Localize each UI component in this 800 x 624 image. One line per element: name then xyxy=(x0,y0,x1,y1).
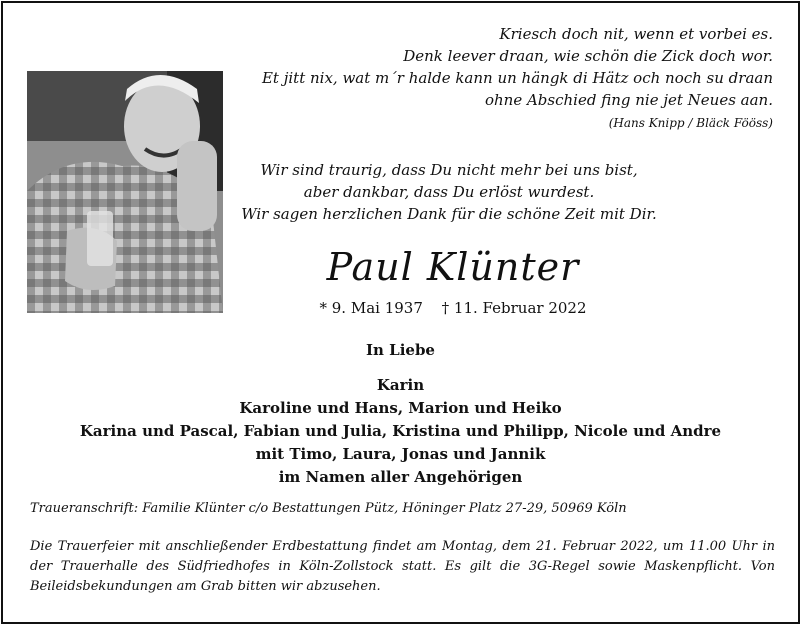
family-line: Karoline und Hans, Marion und Heiko xyxy=(239,399,562,417)
deceased-name: Paul Klünter xyxy=(326,245,580,289)
quote-line: Kriesch doch nit, wenn et vorbei es. xyxy=(499,25,773,43)
condolence-message xyxy=(229,159,669,225)
family-line: Karina und Pascal, Fabian und Julia, Kristina und Philipp, Nicole und Andre xyxy=(79,422,722,440)
portrait-photo-illustration xyxy=(27,71,223,313)
mourning-address: Traueranschrift: Familie Klünter c/o Bestattungen Pütz, Höninger Platz 27-29, 50969 Köln xyxy=(30,501,627,516)
family-line: im Namen aller Angehörigen xyxy=(278,468,523,486)
poem-quote xyxy=(262,23,773,131)
death-date: † 11. Februar 2022 xyxy=(441,299,587,317)
birth-date: * 9. Mai 1937 xyxy=(319,299,423,317)
quote-line: ohne Abschied fing nie jet Neues aan. xyxy=(484,91,773,109)
quote-source: (Hans Knipp / Bläck Fööss) xyxy=(608,116,773,130)
family-line: mit Timo, Laura, Jonas und Jannik xyxy=(255,445,546,463)
quote-line: Et jitt nix, wat m´r halde kann un hängk di Hätz och noch su draan xyxy=(261,69,773,87)
message-line: Wir sind traurig, dass Du nicht mehr bei uns bist, xyxy=(260,161,638,179)
portrait-photo xyxy=(27,71,223,313)
family-heading: In Liebe xyxy=(366,341,435,359)
life-dates xyxy=(253,299,653,317)
funeral-notice: Die Trauerfeier mit anschließender Erdbestattung findet am Montag, dem 21. Februar 2022, um 11.00 Uhr in der Trauerhalle des Südfriedhofes in Köln-Zollstock statt. Es gilt die 3G-Regel sowie Maskenpflicht. Von Beileidsbekundungen am Grab bitten wir abzusehen. xyxy=(30,539,775,594)
family-list xyxy=(3,339,798,489)
family-line: Karin xyxy=(376,376,425,394)
message-line: Wir sagen herzlichen Dank für die schöne Zeit mit Dir. xyxy=(241,205,657,223)
obituary-card xyxy=(1,1,800,624)
message-line: aber dankbar, dass Du erlöst wurdest. xyxy=(303,183,595,201)
quote-line: Denk leever draan, wie schön die Zick doch wor. xyxy=(403,47,773,65)
